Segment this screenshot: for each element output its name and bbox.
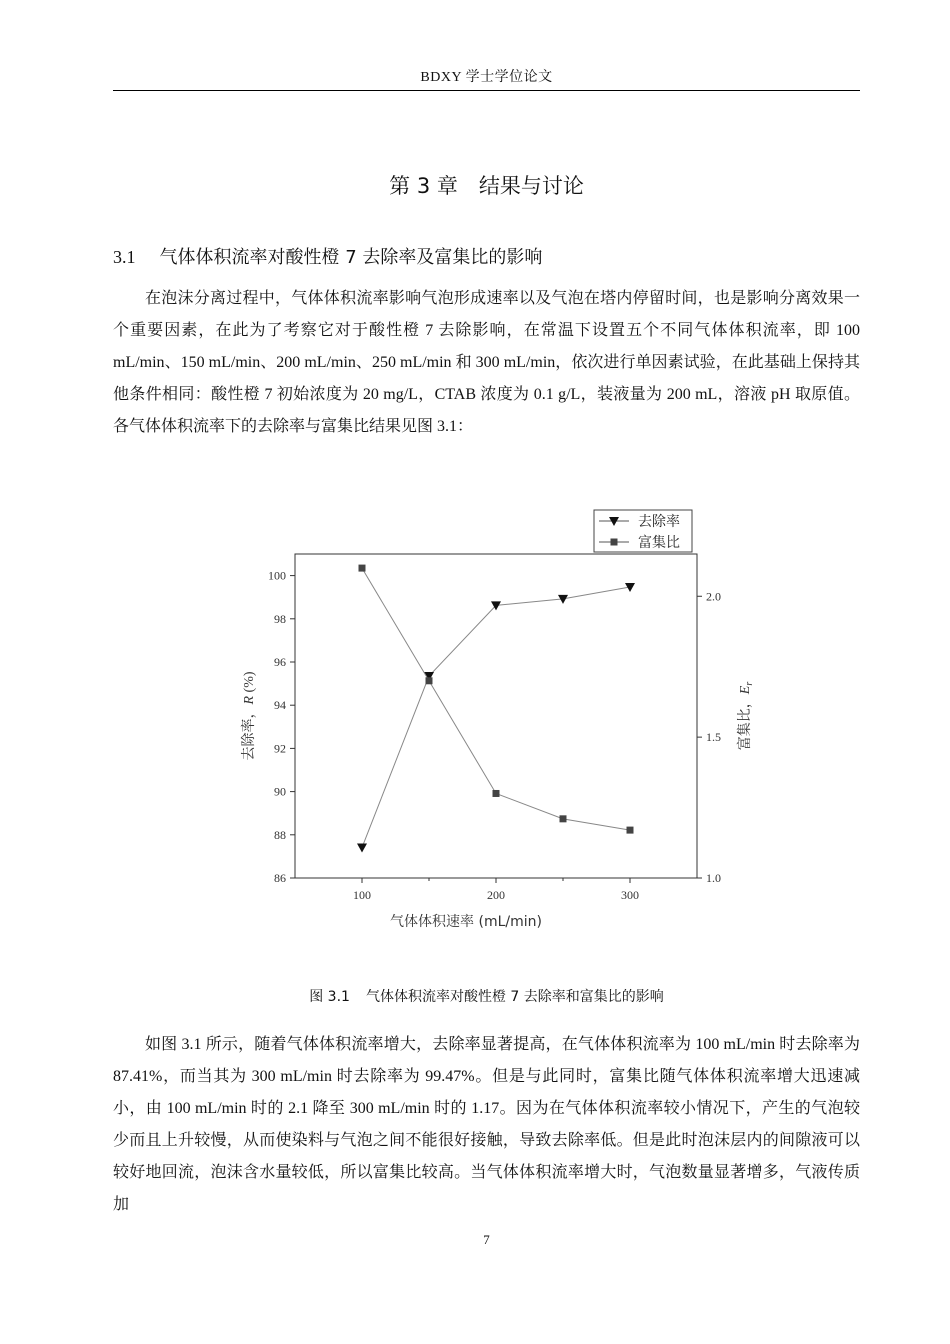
y-right-tick-label: 1.0 [706, 871, 721, 885]
paragraph-discussion: 如图 3.1 所示，随着气体体积流率增大，去除率显著提高，在气体体积流率为 100 mL/min 时去除率为 87.41%，而当其为 300 mL/min 时去除率为 99.47%。但是与此同时，富集比随气体体积流率增大迅速减小，由 100 mL/min 时的 2.1 降至 300 mL/min 时的 1.17。因为在气体体积流率较小情况下，产生的气泡较少而且上升较慢，从而使染料与气泡之间不能很好接触，导致去除率低。但是此时泡沫层内的间隙液可以较好地回流，泡沫含水量较低，所以富集比较高。当气体体积流率增大时，气泡数量显著增多，气液传质加 [113, 1036, 860, 1213]
page-number: 7 [483, 1232, 490, 1247]
figure-label: 图 3.1 [309, 989, 350, 1005]
y-left-tick-label: 94 [274, 698, 286, 713]
y-left-axis-title: 去除率，R (%) [241, 671, 257, 761]
y-left-tick-label: 86 [274, 871, 286, 885]
data-point-enrichment-ratio [627, 827, 634, 834]
section-number: 3.1 [113, 247, 136, 267]
x-tick-label: 100 [353, 888, 371, 902]
data-point-removal-rate [357, 844, 367, 853]
x-tick-label: 300 [621, 888, 639, 902]
y-left-tick-label: 88 [274, 827, 286, 842]
data-point-enrichment-ratio [493, 790, 500, 797]
y-right-tick-label: 2.0 [706, 589, 721, 604]
header-rule [113, 90, 860, 91]
y-left-tick-label: 98 [274, 611, 286, 626]
figure-caption-text: 气体体积流率对酸性橙 7 去除率和富集比的影响 [365, 989, 664, 1005]
chapter-title: 第 3 章 结果与讨论 [389, 174, 584, 198]
figure-caption [113, 986, 860, 1006]
y-left-tick-label: 90 [274, 784, 286, 799]
section-heading [113, 243, 860, 269]
data-point-enrichment-ratio [426, 677, 433, 684]
legend-marker-square [611, 539, 618, 546]
y-right-tick-label: 1.5 [706, 730, 721, 745]
paragraph-intro: 在泡沫分离过程中，气体体积流率影响气泡形成速率以及气泡在塔内停留时间，也是影响分离效果一个重要因素，在此为了考察它对于酸性橙 7 去除影响，在常温下设置五个不同气体体积流率，即 100 mL/min、150 mL/min、200 mL/min、250 mL/min 和 300 mL/min，依次进行单因素试验，在此基础上保持其他条件相同：酸性橙 7 初始浓度为 20 mg/L，CTAB 浓度为 0.1 g/L，装液量为 200 mL，溶液 pH 取原值。各气体体积流率下的去除率与富集比结果见图 3.1： [113, 290, 860, 435]
y-right-axis-title: 富集比，$E_r$ [737, 681, 755, 751]
data-point-enrichment-ratio [560, 815, 567, 822]
series-line-0 [362, 587, 630, 847]
data-point-enrichment-ratio [359, 565, 366, 572]
y-left-tick-label: 92 [274, 741, 286, 756]
y-left-tick-label: 100 [268, 568, 286, 583]
y-left-tick-label: 96 [274, 655, 286, 669]
x-axis-title: 气体体积速率 (mL/min) [390, 914, 542, 930]
figure-chart [230, 500, 755, 940]
legend-label: 富集比 [638, 535, 680, 551]
section-title: 气体体积流率对酸性橙 7 去除率及富集比的影响 [159, 247, 543, 268]
x-tick-label: 200 [487, 888, 505, 902]
running-header: BDXY 学士学位论文 [420, 70, 553, 85]
legend-label: 去除率 [638, 514, 680, 530]
